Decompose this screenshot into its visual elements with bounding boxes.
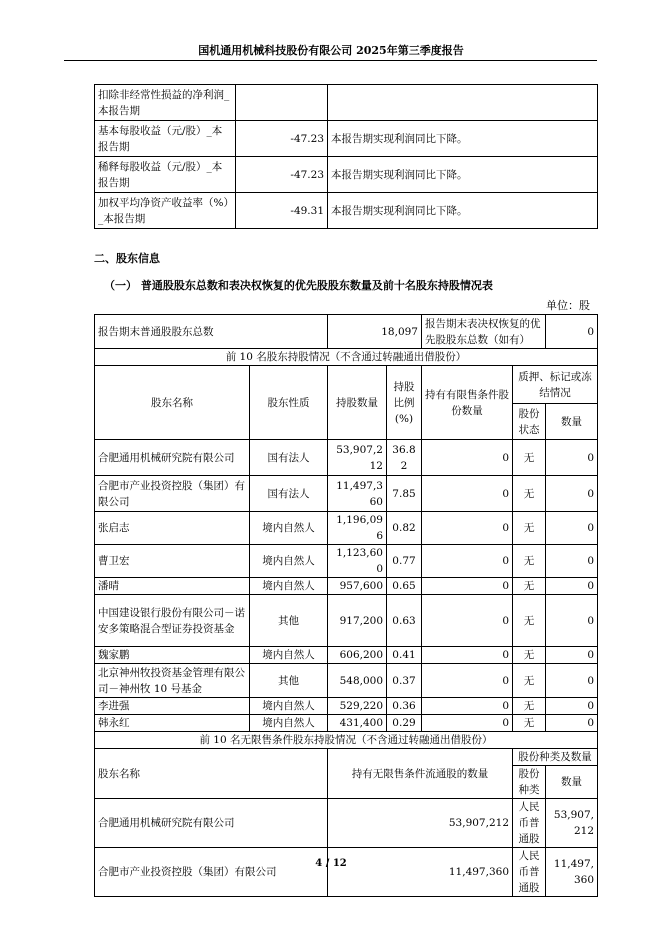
shareholder-nature: 境内自然人: [250, 545, 328, 578]
table-row: [95, 799, 598, 848]
row-label: 稀释每股收益（元/股）_本报告期: [95, 157, 236, 193]
ur-shares-qty: 53,907,212: [328, 799, 513, 848]
shares-held: 1,123,600: [328, 545, 387, 578]
shareholder-name: 合肥通用机械研究院有限公司: [95, 440, 250, 476]
ur-header-name: 股东名称: [95, 749, 328, 799]
ur-header-count: 数量: [546, 766, 598, 799]
pledge-status: 无: [513, 578, 546, 595]
pledge-count: 0: [546, 476, 598, 512]
shareholder-name: 韩永红: [95, 715, 250, 732]
shareholder-nature: 境内自然人: [250, 512, 328, 545]
row-note: 本报告期实现利润同比下降。: [328, 121, 598, 157]
table-row: [95, 512, 598, 545]
col-header-nature: 股东性质: [250, 366, 328, 440]
col-header-restricted: 持有有限售条件股份数量: [422, 366, 513, 440]
pledge-status: 无: [513, 698, 546, 715]
restricted-shares: 0: [422, 715, 513, 732]
shareholder-nature: 国有法人: [250, 440, 328, 476]
row-note: [328, 85, 598, 121]
ur-shareholder-name: 合肥市产业投资控股（集团）有限公司: [95, 848, 328, 897]
restricted-shares: 0: [422, 647, 513, 664]
holding-pct: 36.82: [387, 440, 422, 476]
col-header-count: 数量: [546, 404, 598, 440]
page-number: 4 / 12: [315, 858, 347, 869]
col-header-name: 股东名称: [95, 366, 250, 440]
shareholder-name: 曹卫宏: [95, 545, 250, 578]
pref-holders-label: 报告期末表决权恢复的优先股股东总数（如有）: [422, 315, 546, 349]
shareholder-nature: 国有法人: [250, 476, 328, 512]
restricted-shares: 0: [422, 545, 513, 578]
shares-held: 529,220: [328, 698, 387, 715]
shares-held: 53,907,212: [328, 440, 387, 476]
table-row: [95, 476, 598, 512]
restricted-shares: 0: [422, 512, 513, 545]
restricted-shares: 0: [422, 664, 513, 698]
row-value: -47.23: [236, 157, 328, 193]
shareholder-name: 北京神州牧投资基金管理有限公司－神州牧 10 号基金: [95, 664, 250, 698]
pledge-count: 0: [546, 698, 598, 715]
table-row: [95, 698, 598, 715]
pledge-status: 无: [513, 664, 546, 698]
pledge-status: 无: [513, 545, 546, 578]
shareholder-nature: 境内自然人: [250, 715, 328, 732]
pledge-status: 无: [513, 512, 546, 545]
row-note: 本报告期实现利润同比下降。: [328, 157, 598, 193]
summary-row: [95, 315, 598, 349]
shares-held: 431,400: [328, 715, 387, 732]
ur-header-type: 股份种类: [513, 766, 546, 799]
holding-pct: 0.65: [387, 578, 422, 595]
shareholder-name: 中国建设银行股份有限公司－诺安多策略混合型证券投资基金: [95, 595, 250, 647]
table-row: [95, 440, 598, 476]
shareholder-nature: 其他: [250, 664, 328, 698]
table-row: [95, 664, 598, 698]
pledge-count: 0: [546, 715, 598, 732]
restricted-shares: 0: [422, 440, 513, 476]
shareholder-table: [94, 314, 598, 897]
pledge-status: 无: [513, 715, 546, 732]
holding-pct: 0.29: [387, 715, 422, 732]
pledge-count: 0: [546, 664, 598, 698]
holding-pct: 0.41: [387, 647, 422, 664]
ur-shareholder-name: 合肥通用机械研究院有限公司: [95, 799, 328, 848]
ur-header-qty: 持有无限售条件流通股的数量: [328, 749, 513, 799]
unrestricted-title: 前 10 名无限售条件股东持股情况（不含通过转融通出借股份）: [95, 732, 598, 749]
row-value: -47.23: [236, 121, 328, 157]
shares-held: 11,497,360: [328, 476, 387, 512]
row-label: 基本每股收益（元/股）_本报告期: [95, 121, 236, 157]
row-note: 本报告期实现利润同比下降。: [328, 193, 598, 229]
shareholder-nature: 境内自然人: [250, 578, 328, 595]
holding-pct: 0.36: [387, 698, 422, 715]
row-label: 加权平均净资产收益率（%）_本报告期: [95, 193, 236, 229]
pledge-status: 无: [513, 476, 546, 512]
ur-share-type: 人民币普通股: [513, 848, 546, 897]
col-header-pct: 持股比例(%): [387, 366, 422, 440]
row-value: [236, 85, 328, 121]
row-label: 扣除非经常性损益的净利润_本报告期: [95, 85, 236, 121]
table-row: [95, 85, 598, 121]
table-row: [95, 715, 598, 732]
pledge-count: 0: [546, 545, 598, 578]
table-row: [95, 193, 598, 229]
table-row: [95, 595, 598, 647]
table-row: [95, 157, 598, 193]
pledge-count: 0: [546, 578, 598, 595]
top10-title: 前 10 名股东持股情况（不含通过转融通出借股份）: [95, 349, 598, 366]
shares-held: 548,000: [328, 664, 387, 698]
restricted-shares: 0: [422, 578, 513, 595]
shares-held: 1,196,096: [328, 512, 387, 545]
restricted-shares: 0: [422, 595, 513, 647]
holding-pct: 0.82: [387, 512, 422, 545]
restricted-shares: 0: [422, 476, 513, 512]
pledge-status: 无: [513, 647, 546, 664]
pledge-count: 0: [546, 440, 598, 476]
holding-pct: 7.85: [387, 476, 422, 512]
shareholder-nature: 境内自然人: [250, 647, 328, 664]
restricted-shares: 0: [422, 698, 513, 715]
ur-share-count: 11,497,360: [546, 848, 598, 897]
shareholder-name: 合肥市产业投资控股（集团）有限公司: [95, 476, 250, 512]
holding-pct: 0.77: [387, 545, 422, 578]
shares-held: 606,200: [328, 647, 387, 664]
shareholder-name: 魏家鹏: [95, 647, 250, 664]
unit-label: 单位：股: [546, 299, 590, 312]
pledge-count: 0: [546, 595, 598, 647]
pref-holders-value: 0: [546, 315, 598, 349]
col-header-pledge: 质押、标记或冻结情况: [513, 366, 598, 404]
ur-header-group: 股份种类及数量: [513, 749, 598, 766]
row-value: -49.31: [236, 193, 328, 229]
col-header-status: 股份状态: [513, 404, 546, 440]
header-rule: [64, 60, 597, 61]
pledge-status: 无: [513, 440, 546, 476]
col-header-qty: 持股数量: [328, 366, 387, 440]
shareholder-nature: 其他: [250, 595, 328, 647]
common-holders-value: 18,097: [328, 315, 422, 349]
table-row: [95, 647, 598, 664]
subsection-title: （一） 普通股股东总数和表决权恢复的优先股股东数量及前十名股东持股情况表: [104, 279, 493, 292]
table-row: [95, 578, 598, 595]
holding-pct: 0.63: [387, 595, 422, 647]
pledge-count: 0: [546, 512, 598, 545]
report-header: 国机通用机械科技股份有限公司 2025年第三季度报告: [198, 44, 464, 57]
table-row: [95, 545, 598, 578]
shareholder-name: 潘晴: [95, 578, 250, 595]
table-row: [95, 121, 598, 157]
pledge-status: 无: [513, 595, 546, 647]
shareholder-name: 李进强: [95, 698, 250, 715]
shares-held: 917,200: [328, 595, 387, 647]
shares-held: 957,600: [328, 578, 387, 595]
section-title: 二、股东信息: [94, 252, 160, 265]
ur-share-count: 53,907,212: [546, 799, 598, 848]
ur-shares-qty: 11,497,360: [328, 848, 513, 897]
holding-pct: 0.37: [387, 664, 422, 698]
ur-share-type: 人民币普通股: [513, 799, 546, 848]
pledge-count: 0: [546, 647, 598, 664]
table-row: [95, 848, 598, 897]
common-holders-label: 报告期末普通股股东总数: [95, 315, 328, 349]
eps-table: [94, 84, 598, 229]
shareholder-name: 张启志: [95, 512, 250, 545]
shareholder-nature: 境内自然人: [250, 698, 328, 715]
